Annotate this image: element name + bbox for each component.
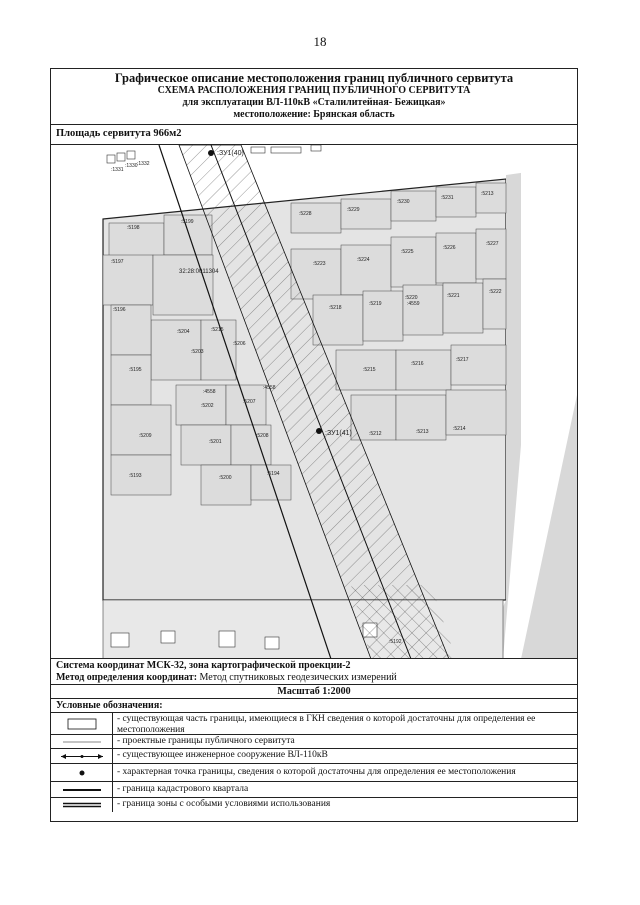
parcel-label: :5229 — [347, 207, 360, 213]
legend-text: - граница зоны с особыми условиями использования — [117, 799, 331, 809]
scheme-subtitle: СХЕМА РАСПОЛОЖЕНИЯ ГРАНИЦ ПУБЛИЧНОГО СЕРВИТУТА — [157, 85, 471, 96]
document-frame — [50, 68, 578, 822]
parcel-label: :5193 — [129, 473, 142, 479]
coord-system: Система координат МСК-32, зона картографической проекции-2 — [56, 660, 351, 671]
legend-arrow-line-symbol — [51, 749, 113, 763]
legend-row — [51, 735, 577, 749]
legend-text: - существующее инженерное сооружение ВЛ-110кВ — [117, 750, 328, 760]
zu-top-label: :ЗУ1(40) — [217, 150, 244, 157]
parcel-label: :5207 — [243, 399, 256, 405]
parcel-label: :5202 — [201, 403, 214, 409]
parcel-label: :5230 — [397, 199, 410, 205]
legend-rect-symbol — [51, 713, 113, 734]
parcel-label: :5215 — [211, 327, 224, 333]
parcel-label: :5213 — [481, 191, 494, 197]
legend-dot-symbol — [51, 764, 113, 781]
document-title: Графическое описание местоположения границ публичного сервитута — [114, 71, 514, 85]
page-number: 18 — [313, 34, 327, 49]
parcel-label: :5197 — [111, 259, 124, 265]
parcel-label: :5194 — [267, 471, 280, 477]
legend-row — [51, 798, 577, 812]
legend-thin-line-symbol — [51, 735, 113, 748]
parcel-label: :5209 — [139, 433, 152, 439]
parcel-label: :5220 — [405, 295, 418, 301]
legend-double-line-symbol — [51, 798, 113, 812]
parcel-label: :5231 — [441, 195, 454, 201]
parcel-label: :5227 — [486, 241, 499, 247]
parcel-label: :5218 — [329, 305, 342, 311]
cadastral-map — [51, 145, 577, 659]
legend-text: - характерная точка границы, сведения о которой достаточны для определения ее местоположения — [117, 767, 516, 777]
legend-text: - проектные границы публичного сервитута — [117, 736, 295, 746]
legend-row — [51, 749, 577, 764]
parcel-label: :5214 — [453, 426, 466, 432]
method-label: Метод определения координат: — [56, 672, 198, 683]
parcel-label: :5222 — [489, 289, 502, 295]
legend-text: - существующая часть границы, имеющиеся в ГКН сведения о которой достаточны для определения ее местоположения — [117, 714, 536, 735]
parcel-label: :4559 — [407, 301, 420, 307]
legend-row — [51, 782, 577, 798]
location-line: местоположение: Брянская область — [233, 109, 395, 120]
parcel-label: :5213 — [416, 429, 429, 435]
parcel-label: :5204 — [177, 329, 190, 335]
parcel-label: :5192 — [389, 639, 402, 645]
parcel-label: :1332 — [137, 161, 150, 167]
scale: Масштаб 1:2000 — [51, 685, 577, 699]
method-value: Метод спутниковых геодезических измерений — [199, 672, 397, 683]
parcel-label: :5201 — [209, 439, 222, 445]
legend-text: - граница кадастрового квартала — [117, 784, 249, 794]
parcel-label: :5217 — [456, 357, 469, 363]
coordinate-info — [51, 659, 577, 685]
parcel-label: :5196 — [113, 307, 126, 313]
legend-thick-line-symbol — [51, 782, 113, 797]
parcel-label: :5198 — [127, 225, 140, 231]
parcel-label: :5219 — [369, 301, 382, 307]
parcel-label: :5195 — [129, 367, 142, 373]
parcel-label: :5225 — [401, 249, 414, 255]
parcel-label: :4558 — [263, 385, 276, 391]
legend-row — [51, 764, 577, 782]
parcel-label: :5212 — [369, 431, 382, 437]
quarter-label: 32:28:0011304 — [179, 269, 219, 275]
parcel-label: :5203 — [191, 349, 204, 355]
parcel-label: :5199 — [181, 219, 194, 225]
servitude-area: Площадь сервитута 966м2 — [51, 125, 577, 145]
parcel-label: :4558 — [203, 389, 216, 395]
parcel-label: :5208 — [256, 433, 269, 439]
parcel-label: :5200 — [219, 475, 232, 481]
purpose-line: для эксплуатации ВЛ-110кВ «Сталилитейная- Бежицкая» — [182, 97, 446, 108]
map-panel — [51, 145, 577, 659]
zu-mid-label: :ЗУ1(41) — [325, 430, 352, 437]
header-block — [51, 69, 577, 125]
parcel-label: :1330 — [125, 163, 138, 169]
legend-row — [51, 713, 577, 735]
parcel-label: :5206 — [233, 341, 246, 347]
parcel-label: :1331 — [111, 167, 124, 173]
parcel-label: :5215 — [363, 367, 376, 373]
parcel-label: :5228 — [299, 211, 312, 217]
parcel-label: :5221 — [447, 293, 460, 299]
parcel-label: :5223 — [313, 261, 326, 267]
parcel-label: :5224 — [357, 257, 370, 263]
parcel-label: :5216 — [411, 361, 424, 367]
legend-title: Условные обозначения: — [51, 699, 577, 713]
parcel-label: :5226 — [443, 245, 456, 251]
